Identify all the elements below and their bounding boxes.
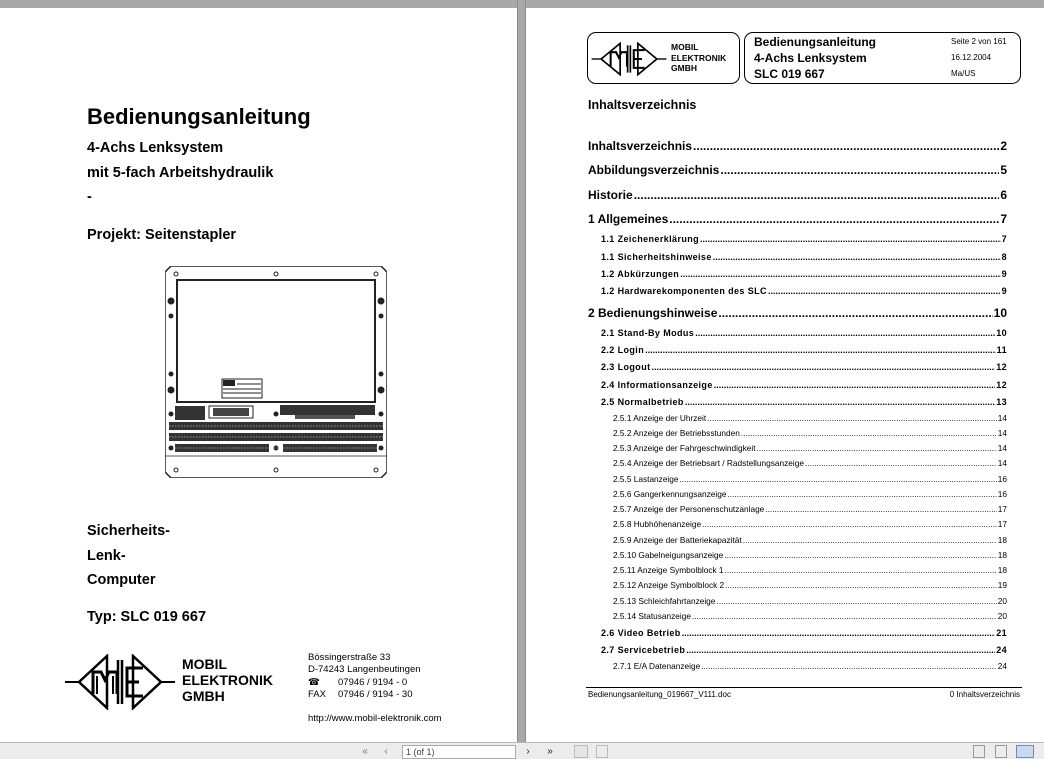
toc-entry-title: 2.5.9 Anzeige der Batteriekapazität [613, 535, 742, 545]
toc-entry-title: 2.6 Video Betrieb [601, 628, 681, 638]
toc-entry-page: 19 [997, 580, 1007, 590]
toc-entry-title: 2.2 Login [601, 345, 645, 355]
cover-subtitle-2: mit 5-fach Arbeitshydraulik [87, 165, 274, 181]
toc-entry-page: 14 [997, 428, 1007, 438]
toc-entry[interactable] [588, 269, 1007, 279]
product-type: Typ: SLC 019 667 [87, 609, 207, 625]
toc-entry-title: 2.5.1 Anzeige der Uhrzeit [613, 413, 707, 423]
toc-leader-dots [724, 550, 997, 560]
toc-entry[interactable] [588, 212, 1007, 226]
toc-leader-dots [669, 212, 999, 226]
toc-entry-page: 18 [997, 565, 1007, 575]
toc-leader-dots [741, 428, 997, 438]
toc-entry[interactable] [588, 345, 1007, 355]
toc-entry-page: 9 [1001, 269, 1007, 279]
toc-entry-title: 2.5.10 Gabelneigungsanzeige [613, 550, 724, 560]
toc-entry[interactable] [588, 163, 1007, 177]
telephone-icon: ☎ [308, 677, 320, 688]
viewer-toolbar [0, 742, 1044, 759]
product-line-1: Sicherheits- [87, 523, 170, 539]
toc-entry-page: 21 [996, 628, 1007, 638]
toc-entry-title: 2.4 Informationsanzeige [601, 380, 713, 390]
toc-entry-title: 2.5.2 Anzeige der Betriebsstunden [613, 428, 740, 438]
toc-entry-page: 18 [997, 535, 1007, 545]
website-link[interactable]: http://www.mobil-elektronik.com [308, 713, 442, 724]
toc-entry-page: 16 [997, 474, 1007, 484]
toc-entry[interactable] [588, 188, 1007, 202]
continuous-view-icon[interactable] [995, 745, 1007, 758]
toc-entry[interactable] [588, 596, 1007, 606]
toc-entry-title: 1 Allgemeines [588, 212, 669, 226]
toc-entry-title: 2.5 Normalbetrieb [601, 397, 684, 407]
single-page-view-icon[interactable] [973, 745, 985, 758]
toc-leader-dots [757, 443, 997, 453]
toc-entry-title: 2.5.3 Anzeige der Fahrgeschwindigkeit [613, 443, 756, 453]
company-logo-small [591, 42, 667, 76]
toc-entry-page: 6 [1000, 188, 1007, 202]
toc-leader-dots [765, 504, 996, 514]
fit-page-icon[interactable] [596, 745, 608, 758]
last-page-button[interactable]: » [547, 746, 553, 757]
toc-entry-title: Historie [588, 188, 633, 202]
toc-leader-dots [634, 188, 1000, 202]
toc-entry-title: 1.1 Zeichenerklärung [601, 234, 700, 244]
toc-entry[interactable] [588, 535, 1007, 545]
toc-entry-page: 24 [997, 661, 1007, 671]
toc-entry-title: Inhaltsverzeichnis [588, 139, 693, 153]
toc-leader-dots [743, 535, 997, 545]
cover-title: Bedienungsanleitung [87, 104, 311, 129]
toc-leader-dots [682, 628, 996, 638]
toc-leader-dots [652, 362, 996, 372]
toc-heading: Inhaltsverzeichnis [588, 98, 697, 112]
first-page-button[interactable]: « [362, 746, 368, 757]
toc-entry-title: 2.5.8 Hubhöhenanzeige [613, 519, 702, 529]
toc-entry[interactable] [588, 580, 1007, 590]
toc-leader-dots [725, 565, 997, 575]
page-toc [526, 8, 1044, 742]
toc-entry[interactable] [588, 443, 1007, 453]
toc-entry-page: 14 [997, 458, 1007, 468]
toc-entry-title: 2 Bedienungshinweise [588, 306, 718, 320]
header-title-2: 4-Achs Lenksystem [754, 51, 867, 65]
two-page-view-icon[interactable] [1016, 745, 1034, 758]
toc-entry[interactable] [588, 362, 1007, 372]
toc-entry[interactable] [588, 645, 1007, 655]
toc-entry-title: 2.5.12 Anzeige Symbolblock 2 [613, 580, 725, 590]
toc-leader-dots [695, 328, 995, 338]
toc-leader-dots [768, 286, 1001, 296]
toc-entry[interactable] [588, 252, 1007, 262]
toc-entry[interactable] [588, 489, 1007, 499]
header-page-info: Seite 2 von 161 [951, 37, 1007, 46]
toc-entry-page: 18 [997, 550, 1007, 560]
toc-entry-page: 17 [997, 519, 1007, 529]
toc-entry-page: 14 [997, 443, 1007, 453]
toc-entry-page: 10 [993, 306, 1007, 320]
toc-leader-dots [716, 596, 996, 606]
toc-entry-page: 13 [996, 397, 1007, 407]
toc-entry[interactable] [588, 458, 1007, 468]
toc-entry[interactable] [588, 428, 1007, 438]
header-date: 16.12.2004 [951, 53, 992, 62]
toc-entry-title: 1.1 Sicherheitshinweise [601, 252, 712, 262]
toc-leader-dots [714, 380, 995, 390]
toc-entry-title: 2.5.14 Statusanzeige [613, 611, 691, 621]
toc-leader-dots [680, 269, 1000, 279]
address-phone: ☎ 07946 / 9194 - 0 [308, 677, 408, 688]
footer-divider [586, 687, 1022, 688]
cover-subtitle-1: 4-Achs Lenksystem [87, 140, 224, 156]
toc-entry-title: 2.5.13 Schleichfahrtanzeige [613, 596, 716, 606]
toc-entry[interactable] [588, 474, 1007, 484]
next-page-button[interactable]: › [526, 746, 530, 757]
toc-entry-title: 2.1 Stand-By Modus [601, 328, 695, 338]
toc-entry-title: 2.7.1 E/A Datenanzeige [613, 661, 701, 671]
toc-entry[interactable] [588, 550, 1007, 560]
toc-entry[interactable] [588, 234, 1007, 244]
address-fax: FAX 07946 / 9194 - 30 [308, 689, 413, 700]
toc-entry-title: 2.3 Logout [601, 362, 651, 372]
footer-section: 0 Inhaltsverzeichnis [949, 690, 1020, 699]
toc-leader-dots [702, 519, 997, 529]
toc-leader-dots [727, 489, 996, 499]
toc-leader-dots [685, 397, 995, 407]
toc-leader-dots [680, 474, 997, 484]
toc-entry-page: 7 [1000, 212, 1007, 226]
prev-page-button[interactable]: ‹ [384, 746, 388, 757]
toc-leader-dots [686, 645, 995, 655]
toc-entry-title: 2.5.7 Anzeige der Personenschutzanlage [613, 504, 765, 514]
toc-leader-dots [693, 139, 999, 153]
toc-entry-title: 2.5.5 Lastanzeige [613, 474, 679, 484]
fit-width-icon[interactable] [574, 745, 588, 758]
toc-entry[interactable] [588, 306, 1007, 320]
toc-entry-page: 9 [1001, 286, 1007, 296]
toc-leader-dots [692, 611, 997, 621]
toc-entry-page: 14 [997, 413, 1007, 423]
page-number-field[interactable]: 1 (of 1) [402, 745, 516, 759]
header-company: MOBIL ELEKTRONIK GMBH [671, 42, 727, 73]
product-line-2: Lenk- [87, 548, 126, 564]
toc-entry[interactable] [588, 397, 1007, 407]
toc-leader-dots [700, 234, 1001, 244]
toc-entry-page: 17 [997, 504, 1007, 514]
toc-leader-dots [718, 306, 992, 320]
toc-entry[interactable] [588, 413, 1007, 423]
toc-entry[interactable] [588, 504, 1007, 514]
toc-entry-page: 10 [996, 328, 1007, 338]
toc-entry-page: 2 [1000, 139, 1007, 153]
toc-entry-page: 16 [997, 489, 1007, 499]
footer-filename: Bedienungsanleitung_019667_V111.doc [588, 690, 731, 699]
toc-entry[interactable] [588, 661, 1007, 671]
toc-entry-page: 11 [996, 345, 1007, 355]
header-title-1: Bedienungsanleitung [754, 35, 877, 49]
toc-entry-title: 1.2 Hardwarekomponenten des SLC [601, 286, 767, 296]
toc-leader-dots [805, 458, 997, 468]
toc-entry-page: 12 [996, 380, 1007, 390]
toc-entry-page: 5 [1000, 163, 1007, 177]
toc-entry-title: 2.7 Servicebetrieb [601, 645, 686, 655]
product-line-3: Computer [87, 572, 156, 588]
page-separator [517, 0, 526, 742]
toc-entry[interactable] [588, 380, 1007, 390]
toc-entry[interactable] [588, 286, 1007, 296]
header-title-3: SLC 019 667 [754, 67, 825, 81]
toc-entry-page: 8 [1001, 252, 1007, 262]
cover-subtitle-3: - [87, 189, 92, 205]
toc-entry[interactable] [588, 628, 1007, 638]
device-illustration [165, 266, 387, 478]
toc-entry-title: 1.2 Abkürzungen [601, 269, 680, 279]
toc-entry[interactable] [588, 611, 1007, 621]
toc-leader-dots [713, 252, 1001, 262]
toc-entry-title: 2.5.6 Gangerkennungsanzeige [613, 489, 727, 499]
toc-entry[interactable] [588, 139, 1007, 153]
toc-entry-page: 12 [996, 362, 1007, 372]
toc-leader-dots [701, 661, 997, 671]
toc-leader-dots [720, 163, 999, 177]
company-name: MOBIL ELEKTRONIK GMBH [182, 656, 273, 704]
toc-entry-title: 2.5.4 Anzeige der Betriebsart / Radstellungsanzeige [613, 458, 804, 468]
header-logo-box [587, 32, 740, 84]
toc-entry-page: 24 [996, 645, 1007, 655]
cover-project: Projekt: Seitenstapler [87, 227, 237, 243]
toc-entry-title: Abbildungsverzeichnis [588, 163, 720, 177]
toc-entry-page: 20 [997, 611, 1007, 621]
company-logo [65, 654, 175, 710]
toc-entry-title: 2.5.11 Anzeige Symbolblock 1 [613, 565, 724, 575]
toc-entry-page: 20 [997, 596, 1007, 606]
toc-entry-page: 7 [1001, 234, 1007, 244]
address-street: Bössingerstraße 33 [308, 652, 391, 663]
page-cover [0, 8, 517, 742]
toc-entry[interactable] [588, 565, 1007, 575]
header-info-box [744, 32, 1021, 84]
toc-leader-dots [707, 413, 997, 423]
address-city: D-74243 Langenbeutingen [308, 664, 421, 675]
toc-leader-dots [645, 345, 996, 355]
toc-entry[interactable] [588, 328, 1007, 338]
toc-entry[interactable] [588, 519, 1007, 529]
toc-leader-dots [725, 580, 997, 590]
header-author: Ma/US [951, 69, 976, 78]
